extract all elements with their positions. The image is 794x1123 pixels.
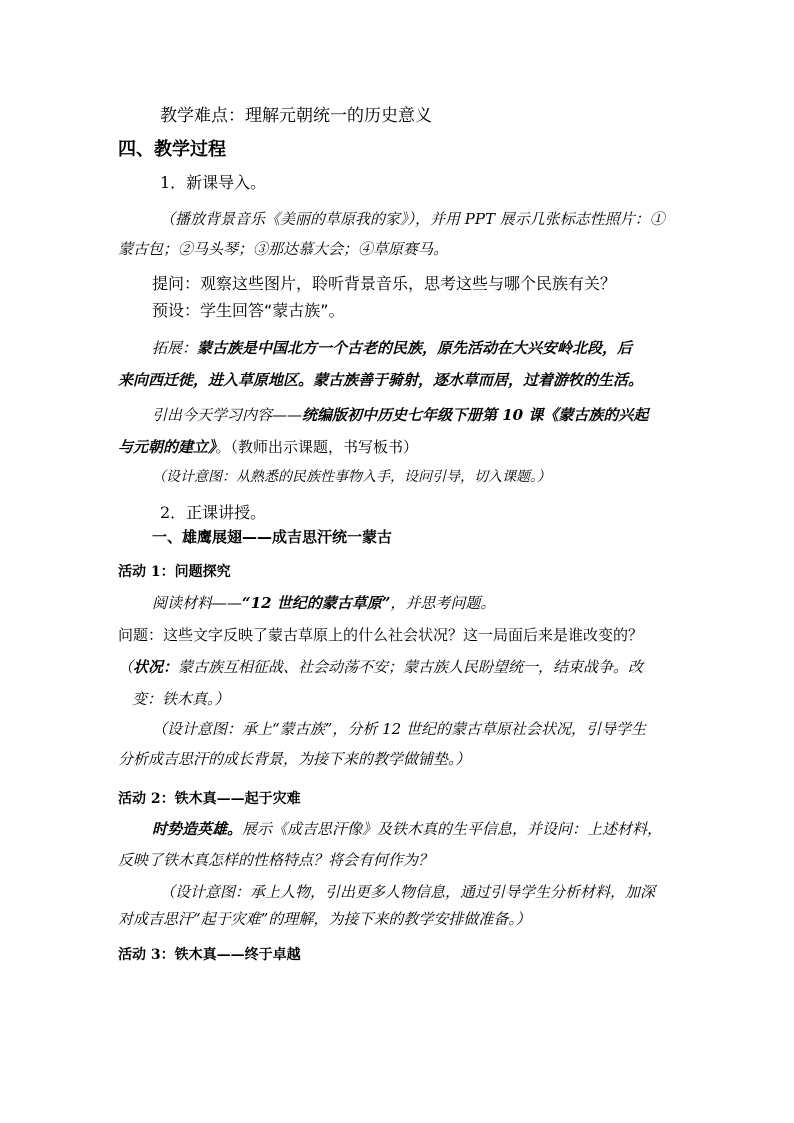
- activity2-line1: [152, 822, 662, 837]
- lead-in-lesson-title: 统编版初中历史七年级下册第 10 课《蒙古族的兴起: [302, 406, 649, 424]
- teaching-difficulty: 教学难点：理解元朝统一的历史意义: [160, 106, 432, 126]
- activity1-answer-open: （: [118, 658, 134, 676]
- design-intent-3-line2: 对成吉思汗“起于灾难”的理解，为接下来的教学安排做准备。）: [118, 910, 531, 928]
- design-intent-2-line2: 分析成吉思汗的成长背景，为接下来的教学做铺垫。）: [118, 750, 471, 768]
- lead-in-note: 。（教师出示课题，书写板书）: [215, 438, 419, 456]
- lead-in-line2: [118, 440, 418, 455]
- activity2-title: 活动 2：铁木真——起于灾难: [118, 791, 301, 807]
- activity1-reading-prefix: 阅读材料——: [152, 594, 243, 612]
- activity2-line2: 反映了铁木真怎样的性格特点？将会有何作为？: [118, 851, 434, 869]
- activity1-answer-line2: 变：铁木真。）: [132, 690, 230, 708]
- lead-in-prefix: 引出今天学习内容——: [152, 406, 303, 424]
- question-1: 提问：观察这些图片，聆听背景音乐，思考这些与哪个民族有关？: [152, 274, 617, 293]
- activity1-reading-rest: ，并思考问题。: [390, 594, 496, 612]
- step1-title: 1．新课导入。: [160, 173, 267, 192]
- activity2-text: 展示《成吉思汗像》及铁木真的生平信息，并设问：上述材料，: [242, 820, 663, 838]
- design-intent-3-line1: （设计意图：承上人物，引出更多人物信息，通过引导学生分析材料，加深: [160, 883, 656, 901]
- activity1-answer-label: 状况：: [133, 658, 179, 676]
- extension-prefix: 拓展：: [152, 339, 198, 357]
- activity1-reading: [152, 596, 495, 611]
- lead-in-line1: [152, 408, 648, 423]
- section-title-teaching-process: 四、教学过程: [118, 139, 226, 160]
- activity1-title: 活动 1：问题探究: [118, 564, 231, 580]
- design-intent-1: （设计意图：从熟悉的民族性事物入手，设问引导，切入课题。）: [152, 469, 551, 485]
- step2-title: 2．正课讲授。: [160, 503, 267, 522]
- intro-paragraph-line2: 蒙古包；②马头琴；③那达慕大会；④草原赛马。: [118, 240, 449, 258]
- activity1-answer-text: 蒙古族互相征战、社会动荡不安；蒙古族人民盼望统一，结束战争。改: [178, 658, 644, 676]
- activity3-title: 活动 3：铁木真——终于卓越: [118, 947, 301, 963]
- subsection1-title: 一、雄鹰展翅——成吉思汗统一蒙古: [152, 528, 393, 546]
- preset-answer-1: 预设：学生回答“蒙古族”。: [152, 301, 345, 320]
- activity1-answer-line1: [118, 660, 643, 675]
- extension-bold-1: 蒙古族是中国北方一个古老的民族，原先活动在大兴安岭北段，后: [197, 339, 633, 357]
- extension-line2: 来向西迁徙，进入草原地区。蒙古族善于骑射，逐水草而居，过着游牧的生活。: [118, 371, 644, 389]
- extension-line1: [152, 341, 632, 356]
- activity1-question: 问题：这些文字反映了蒙古草原上的什么社会状况？这一局面后来是谁改变的？: [118, 626, 644, 644]
- design-intent-2-line1: （设计意图：承上“蒙古族”，分析 12 世纪的蒙古草原社会状况，引导学生: [152, 720, 646, 738]
- intro-paragraph-line1: （播放背景音乐《美丽的草原我的家》），并用 PPT 展示几张标志性照片：①: [160, 210, 665, 228]
- activity2-bold-phrase: 时势造英雄。: [152, 820, 243, 838]
- lead-in-lesson-title-end: 与元朝的建立》: [118, 438, 216, 456]
- activity1-material-title: “12 世纪的蒙古草原”: [242, 594, 391, 612]
